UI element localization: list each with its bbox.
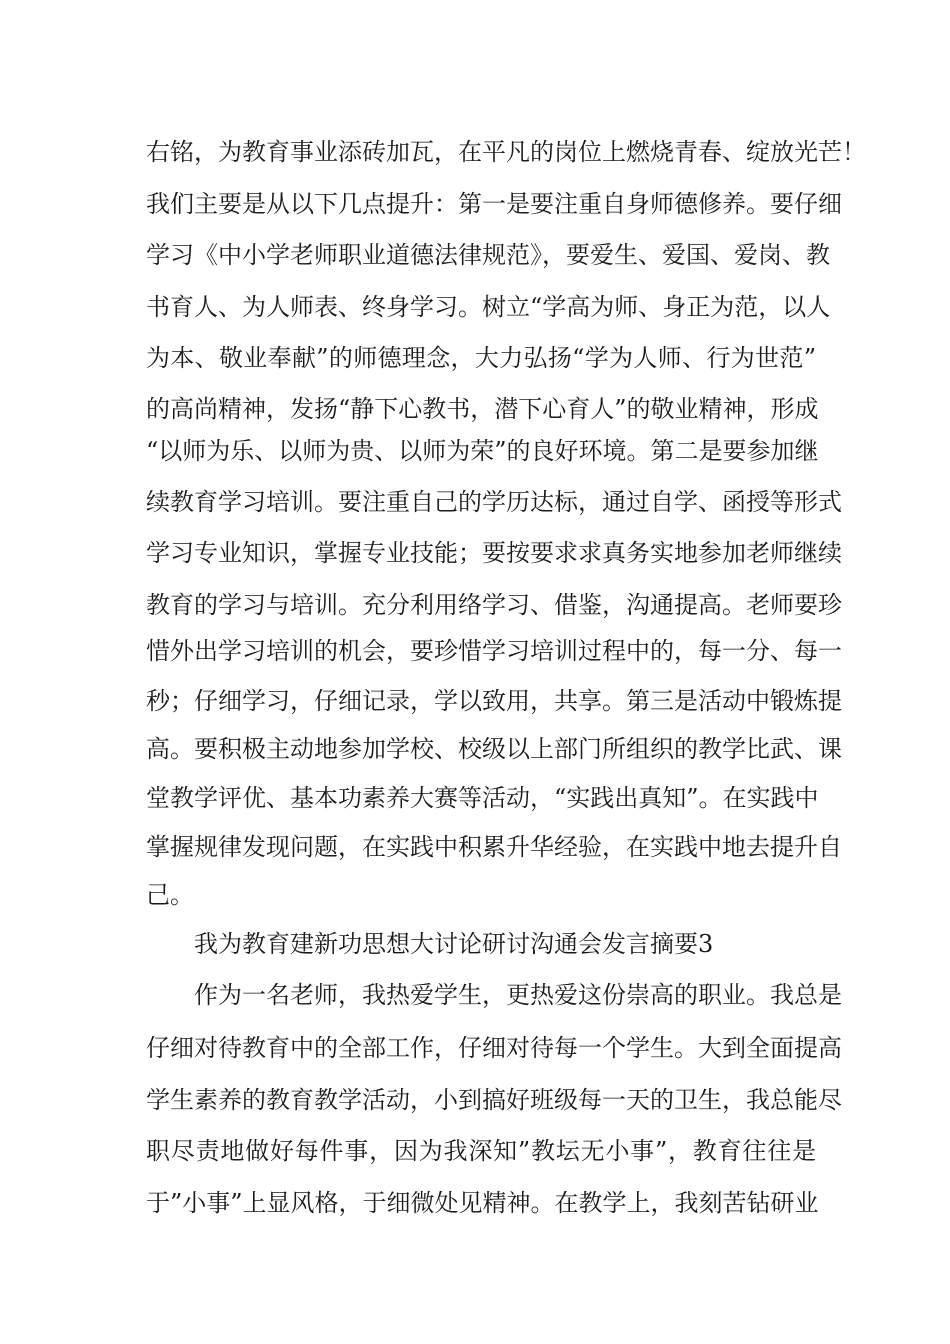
text-line: 仔细对待教育中的全部工作，仔细对待每一个学生。大到全面提高 <box>146 1034 842 1062</box>
text-line: 书育人、为人师表、终身学习。树立“学高为师、身正为范，以人 <box>146 293 831 321</box>
text-line: 学生素养的教育教学活动，小到搞好班级每一天的卫生，我总能尽 <box>146 1086 842 1114</box>
text-line: “以师为乐、以师为贵、以师为荣”的良好环境。第二是要参加继 <box>146 437 819 465</box>
text-line: 续教育学习培训。要注重自己的学历达标，通过自学、函授等形式 <box>146 488 842 516</box>
text-line: 为本、敬业奉献”的师德理念，大力弘扬“学为人师、行为世范” <box>146 344 816 372</box>
text-line: 学习专业知识，掌握专业技能；要按要求求真务实地参加老师继续 <box>146 539 842 567</box>
text-line: 职尽责地做好每件事，因为我深知”教坛无小事”，教育往往是 <box>146 1137 816 1165</box>
section-title: 我为教育建新功思想大讨论研讨沟通会发言摘要3 <box>194 930 714 958</box>
text-line: 教育的学习与培训。充分利用络学习、借鉴，沟通提高。老师要珍 <box>146 591 842 619</box>
text-line: 的高尚精神，发扬“静下心教书，潜下心育人”的敬业精神，形成 <box>146 395 819 423</box>
text-line: 高。要积极主动地参加学校、校级以上部门所组织的教学比武、课 <box>146 735 842 763</box>
text-line: 秒；仔细学习，仔细记录，学以致用，共享。第三是活动中锻炼提 <box>146 687 842 715</box>
text-line: 堂教学评优、基本功素养大赛等活动，“实践出真知”。在实践中 <box>146 784 819 812</box>
text-line: 我们主要是从以下几点提升：第一是要注重自身师德修养。要仔细 <box>146 190 842 218</box>
text-line: 右铭，为教育事业添砖加瓦，在平凡的岗位上燃烧青春、绽放光芒！ <box>146 138 866 166</box>
text-line: 作为一名老师，我热爱学生，更热爱这份崇高的职业。我总是 <box>194 981 842 1009</box>
text-line: 惜外出学习培训的机会，要珍惜学习培训过程中的，每一分、每一 <box>146 637 842 665</box>
text-line: 掌握规律发现问题，在实践中积累升华经验，在实践中地去提升自 <box>146 833 842 861</box>
text-line: 己。 <box>146 881 194 909</box>
text-line: 于”小事”上显风格，于细微处见精神。在教学上，我刻苦钻研业 <box>146 1189 819 1217</box>
text-line: 学习《中小学老师职业道德法律规范》，要爱生、爱国、爱岗、教 <box>146 241 830 269</box>
